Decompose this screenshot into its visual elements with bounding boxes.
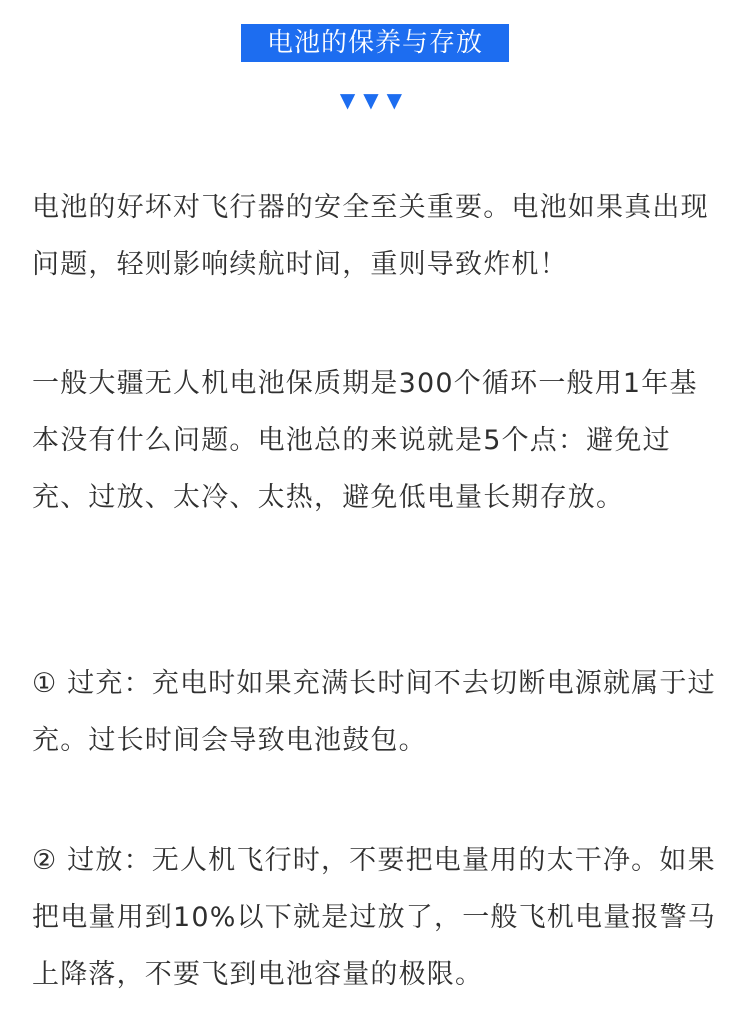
paragraph-intro: 电池的好坏对飞行器的安全至关重要。电池如果真出现问题，轻则影响续航时间，重则导致炸机！: [32, 192, 709, 280]
paragraph-overview: 一般大疆无人机电池保质期是300个循环一般用1年基本没有什么问题。电池总的来说就是5个点：避免过充、过放、太冷、太热，避免低电量长期存放。: [32, 368, 698, 513]
title-banner: [0, 24, 750, 62]
paragraph-overcharge: ① 过充：充电时如果充满长时间不去切断电源就属于过充。过长时间会导致电池鼓包。: [32, 668, 716, 756]
section-title: 电池的保养与存放: [241, 24, 509, 62]
down-arrows-icon: ▼▼▼: [339, 88, 411, 112]
paragraph-overdischarge: ② 过放：无人机飞行时，不要把电量用的太干净。如果把电量用到10%以下就是过放了，一般飞机电量报警马上降落，不要飞到电池容量的极限。: [32, 845, 717, 990]
